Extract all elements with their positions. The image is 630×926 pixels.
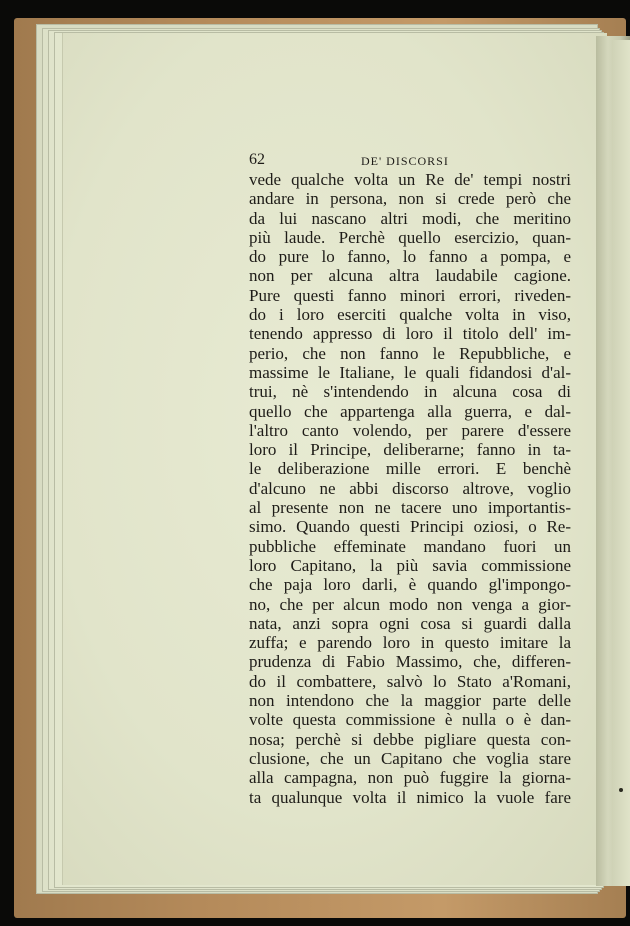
text-line: non per alcuna altra laudabile cagione. [249, 266, 571, 286]
text-line: ta qualunque volta il nimico la vuole fare [249, 787, 571, 807]
text-line: non intendono che la maggior parte delle [249, 691, 571, 711]
text-line: più laude. Perchè quello esercizio, quan- [249, 227, 571, 247]
page-header [249, 150, 571, 170]
text-line: do il combattere, salvò lo Stato a'Romani, [249, 671, 571, 691]
body-text [249, 170, 571, 807]
text-line: no, che per alcun modo non venga a gior- [249, 594, 571, 614]
text-line: do pure lo fanno, lo fanno a pompa, e [249, 247, 571, 267]
page-number: 62 [249, 151, 265, 168]
text-line: tenendo appresso di loro il titolo dell' im- [249, 324, 571, 344]
text-line: do i loro eserciti qualche volta in viso, [249, 305, 571, 325]
text-line: massime le Italiane, le quali fidandosi d'al- [249, 362, 571, 382]
text-line: vede qualche volta un Re de' tempi nostri [249, 170, 571, 189]
facing-page-edge [612, 40, 630, 886]
text-line: zuffa; e parendo loro in questo imitare la [249, 633, 571, 653]
text-line: l'altro canto volendo, per parere d'essere [249, 420, 571, 440]
text-line: che paja loro darli, è quando gl'impongo- [249, 575, 571, 595]
text-line: le deliberazione mille errori. E benchè [249, 459, 571, 479]
text-line: andare in persona, non si crede però che [249, 189, 571, 209]
text-line: loro Capitano, la più savia commissione [249, 555, 571, 575]
text-line: al presente non ne tacere uno importantis- [249, 498, 571, 518]
text-line: nata, anzi sopra ogni cosa si guardi dalla [249, 613, 571, 633]
running-title: DE' DISCORSI [361, 154, 449, 168]
text-line: simo. Quando questi Principi oziosi, o Re- [249, 517, 571, 537]
text-line: perio, che non fanno le Repubbliche, e [249, 343, 571, 363]
text-line: Pure questi fanno minori errori, riveden- [249, 285, 571, 305]
text-line: loro il Principe, deliberarne; fanno in ta- [249, 440, 571, 460]
text-line: nosa; perchè si debbe pigliare questa con- [249, 729, 571, 749]
text-line: volte questa commissione è nulla o è dan- [249, 710, 571, 730]
page-text [249, 150, 571, 807]
paper-speck [619, 788, 623, 792]
text-line: clusione, che un Capitano che voglia stare [249, 748, 571, 768]
text-line: prudenza di Fabio Massimo, che, differen- [249, 652, 571, 672]
text-line: pubbliche effeminate mandano fuori un [249, 536, 571, 556]
text-line: quello che appartenga alla guerra, e dal- [249, 401, 571, 421]
text-line: trui, nè s'intendendo in alcuna cosa di [249, 382, 571, 402]
text-line: d'alcuno ne abbi discorso altrove, voglio [249, 478, 571, 498]
text-line: da lui nascano altri modi, che meritino [249, 208, 571, 228]
text-line: alla campagna, non può fuggire la giorna- [249, 768, 571, 788]
